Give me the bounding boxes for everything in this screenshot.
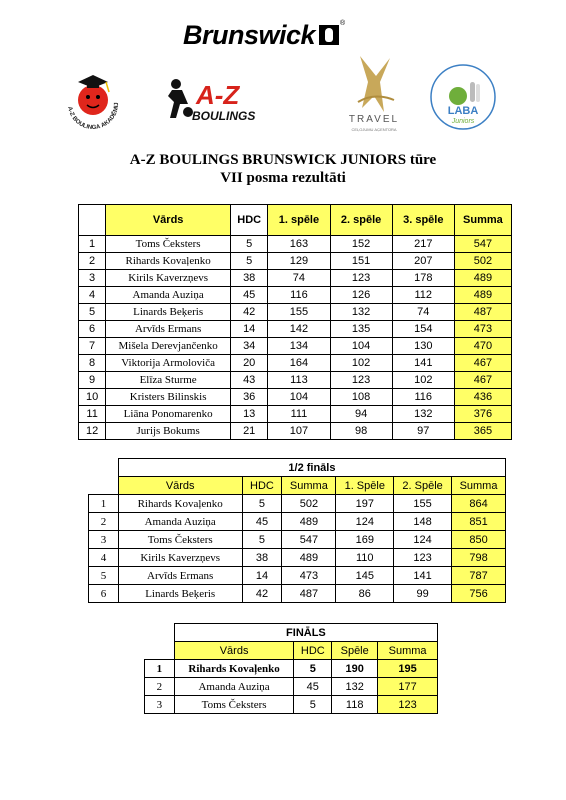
game1-cell: 129 (268, 253, 330, 270)
game2-cell: 123 (330, 372, 392, 389)
total-cell: 787 (452, 567, 506, 585)
total-cell: 489 (454, 287, 511, 304)
name-cell: Liāna Ponomarenko (106, 406, 231, 423)
total-cell: 177 (378, 678, 438, 696)
table-row (79, 406, 512, 423)
total-cell: 502 (454, 253, 511, 270)
hdc-cell: 20 (231, 355, 268, 372)
place-cell: 8 (79, 355, 106, 372)
semifinal-title-row (89, 459, 506, 477)
total-cell: 851 (452, 513, 506, 531)
header-total: Summa (452, 477, 506, 495)
name-cell: Toms Čeksters (118, 531, 242, 549)
hdc-cell: 34 (231, 338, 268, 355)
game3-cell: 178 (392, 270, 454, 287)
table-row (79, 236, 512, 253)
name-cell: Linards Beķeris (106, 304, 231, 321)
name-cell: Amanda Auziņa (118, 513, 242, 531)
game2-cell: 126 (330, 287, 392, 304)
empty-corner (145, 624, 175, 642)
name-cell: Linards Beķeris (118, 585, 242, 603)
game-cell: 118 (332, 696, 378, 714)
hdc-cell: 38 (231, 270, 268, 287)
brunswick-logo (183, 20, 345, 50)
game3-cell: 217 (392, 236, 454, 253)
header-total: Summa (454, 205, 511, 236)
table-row (89, 513, 506, 531)
game2-cell: 141 (394, 567, 452, 585)
table-row (89, 549, 506, 567)
travel-label: TRAVEL (348, 114, 400, 125)
total-cell: 376 (454, 406, 511, 423)
table-row (89, 567, 506, 585)
name-cell: Amanda Auziņa (106, 287, 231, 304)
total-cell: 123 (378, 696, 438, 714)
header-hdc: HDC (294, 642, 332, 660)
place-cell: 12 (79, 423, 106, 440)
hdc-cell: 45 (242, 513, 282, 531)
game1-cell: 134 (268, 338, 330, 355)
az-boulings-logo (162, 74, 258, 124)
game2-cell: 98 (330, 423, 392, 440)
game-cell: 190 (332, 660, 378, 678)
header-game3: 3. spēle (392, 205, 454, 236)
place-cell: 3 (89, 531, 119, 549)
total-cell: 470 (454, 338, 511, 355)
hdc-cell: 5 (294, 696, 332, 714)
empty-corner (89, 477, 119, 495)
game2-cell: 108 (330, 389, 392, 406)
academy-label: A-Z BOULINGA AKADĒMIJ (66, 102, 121, 132)
place-cell: 9 (79, 372, 106, 389)
place-cell: 1 (79, 236, 106, 253)
total-cell: 798 (452, 549, 506, 567)
total-cell: 756 (452, 585, 506, 603)
name-cell: Rihards Kovaļenko (106, 253, 231, 270)
table-row (89, 495, 506, 513)
total-cell: 489 (454, 270, 511, 287)
game1-cell: 124 (336, 513, 394, 531)
game1-cell: 86 (336, 585, 394, 603)
semifinal-title: 1/2 fināls (118, 459, 505, 477)
game1-cell: 155 (268, 304, 330, 321)
header-place (79, 205, 106, 236)
prev-total-cell: 487 (282, 585, 336, 603)
prev-total-cell: 502 (282, 495, 336, 513)
game1-cell: 169 (336, 531, 394, 549)
az-sub-label: BOULINGS (192, 109, 256, 123)
prev-total-cell: 547 (282, 531, 336, 549)
header-name: Vārds (174, 642, 294, 660)
game2-cell: 99 (394, 585, 452, 603)
place-cell: 2 (145, 678, 175, 696)
game1-cell: 110 (336, 549, 394, 567)
header-game1: 1. spēle (268, 205, 330, 236)
place-cell: 3 (79, 270, 106, 287)
game1-cell: 116 (268, 287, 330, 304)
total-cell: 467 (454, 372, 511, 389)
place-cell: 6 (79, 321, 106, 338)
total-cell: 864 (452, 495, 506, 513)
total-cell: 850 (452, 531, 506, 549)
table-row (79, 321, 512, 338)
header-game1: 1. Spēle (336, 477, 394, 495)
game3-cell: 116 (392, 389, 454, 406)
table-row (145, 696, 438, 714)
hdc-cell: 38 (242, 549, 282, 567)
table-row (79, 270, 512, 287)
game3-cell: 154 (392, 321, 454, 338)
table-row (79, 338, 512, 355)
final-title-row (145, 624, 438, 642)
hdc-cell: 36 (231, 389, 268, 406)
game2-cell: 102 (330, 355, 392, 372)
hdc-cell: 45 (231, 287, 268, 304)
total-cell: 547 (454, 236, 511, 253)
game2-cell: 155 (394, 495, 452, 513)
laba-sub-label: Juniors (451, 118, 475, 125)
place-cell: 11 (79, 406, 106, 423)
name-cell: Jurijs Bokums (106, 423, 231, 440)
game1-cell: 111 (268, 406, 330, 423)
header-hdc: HDC (242, 477, 282, 495)
table-row (79, 287, 512, 304)
stage-results-table (78, 204, 512, 440)
hdc-cell: 5 (231, 236, 268, 253)
game2-cell: 148 (394, 513, 452, 531)
game1-cell: 142 (268, 321, 330, 338)
hdc-cell: 13 (231, 406, 268, 423)
game3-cell: 102 (392, 372, 454, 389)
game1-cell: 74 (268, 270, 330, 287)
total-cell: 365 (454, 423, 511, 440)
table-header-row (79, 205, 512, 236)
prev-total-cell: 489 (282, 549, 336, 567)
game2-cell: 104 (330, 338, 392, 355)
game2-cell: 135 (330, 321, 392, 338)
laba-label: LABA (447, 105, 479, 117)
place-cell: 6 (89, 585, 119, 603)
table-row (89, 531, 506, 549)
place-cell: 7 (79, 338, 106, 355)
header-name: Vārds (118, 477, 242, 495)
game2-cell: 152 (330, 236, 392, 253)
total-cell: 487 (454, 304, 511, 321)
table-row (145, 660, 438, 678)
game3-cell: 132 (392, 406, 454, 423)
place-cell: 10 (79, 389, 106, 406)
name-cell: Viktorija Armoloviča (106, 355, 231, 372)
game3-cell: 207 (392, 253, 454, 270)
place-cell: 2 (89, 513, 119, 531)
table-row (79, 304, 512, 321)
name-cell: Kirils Kaverzņevs (118, 549, 242, 567)
hdc-cell: 45 (294, 678, 332, 696)
table-row (79, 372, 512, 389)
total-cell: 195 (378, 660, 438, 678)
table-header-row (145, 642, 438, 660)
travel-agency-logo (338, 52, 410, 134)
az-letters: A-Z (196, 80, 240, 110)
table-row (79, 355, 512, 372)
game1-cell: 113 (268, 372, 330, 389)
hdc-cell: 42 (231, 304, 268, 321)
game1-cell: 107 (268, 423, 330, 440)
semifinal-table (88, 458, 506, 603)
table-row (79, 389, 512, 406)
name-cell: Toms Čeksters (106, 236, 231, 253)
hdc-cell: 5 (242, 495, 282, 513)
name-cell: Rihards Kovaļenko (174, 660, 294, 678)
prev-total-cell: 473 (282, 567, 336, 585)
game3-cell: 74 (392, 304, 454, 321)
game3-cell: 97 (392, 423, 454, 440)
game3-cell: 141 (392, 355, 454, 372)
name-cell: Toms Čeksters (174, 696, 294, 714)
game2-cell: 123 (330, 270, 392, 287)
game3-cell: 112 (392, 287, 454, 304)
bowling-pin-icon (319, 25, 339, 45)
prev-total-cell: 489 (282, 513, 336, 531)
header-game2: 2. spēle (330, 205, 392, 236)
game2-cell: 94 (330, 406, 392, 423)
header-name: Vārds (106, 205, 231, 236)
game1-cell: 197 (336, 495, 394, 513)
game1-cell: 104 (268, 389, 330, 406)
travel-sub-label: CEĻOJUMU AĢENTŪRA (351, 127, 397, 132)
table-header-row (89, 477, 506, 495)
hdc-cell: 5 (242, 531, 282, 549)
table-row (145, 678, 438, 696)
name-cell: Kristers Bilinskis (106, 389, 231, 406)
game2-cell: 151 (330, 253, 392, 270)
place-cell: 5 (79, 304, 106, 321)
hdc-cell: 5 (231, 253, 268, 270)
header-game2: 2. Spēle (394, 477, 452, 495)
hdc-cell: 5 (294, 660, 332, 678)
game1-cell: 164 (268, 355, 330, 372)
game2-cell: 132 (330, 304, 392, 321)
registered-mark: ® (340, 20, 346, 27)
header-total: Summa (378, 642, 438, 660)
name-cell: Amanda Auziņa (174, 678, 294, 696)
name-cell: Arvīds Ermans (118, 567, 242, 585)
table-row (79, 253, 512, 270)
laba-juniors-logo (428, 62, 498, 132)
name-cell: Elīza Sturme (106, 372, 231, 389)
place-cell: 2 (79, 253, 106, 270)
name-cell: Rihards Kovaļenko (118, 495, 242, 513)
table-row (89, 585, 506, 603)
game1-cell: 163 (268, 236, 330, 253)
place-cell: 4 (89, 549, 119, 567)
hdc-cell: 42 (242, 585, 282, 603)
total-cell: 467 (454, 355, 511, 372)
hdc-cell: 14 (242, 567, 282, 585)
hdc-cell: 43 (231, 372, 268, 389)
place-cell: 1 (89, 495, 119, 513)
place-cell: 5 (89, 567, 119, 585)
empty-corner (145, 642, 175, 660)
name-cell: Arvīds Ermans (106, 321, 231, 338)
academy-logo (58, 66, 128, 136)
header-game: Spēle (332, 642, 378, 660)
header-prev-total: Summa (282, 477, 336, 495)
final-title: FINĀLS (174, 624, 437, 642)
brand-name: Brunswick (183, 19, 316, 50)
page-title: A-Z BOULINGS BRUNSWICK JUNIORS tūre (129, 152, 437, 168)
place-cell: 3 (145, 696, 175, 714)
name-cell: Mišela Derevjančenko (106, 338, 231, 355)
game1-cell: 145 (336, 567, 394, 585)
game2-cell: 124 (394, 531, 452, 549)
total-cell: 473 (454, 321, 511, 338)
name-cell: Kirils Kaverzņevs (106, 270, 231, 287)
place-cell: 4 (79, 287, 106, 304)
header-hdc: HDC (231, 205, 268, 236)
page-subtitle: VII posma rezultāti (220, 170, 346, 186)
place-cell: 1 (145, 660, 175, 678)
empty-corner (89, 459, 119, 477)
game2-cell: 123 (394, 549, 452, 567)
total-cell: 436 (454, 389, 511, 406)
table-row (79, 423, 512, 440)
hdc-cell: 14 (231, 321, 268, 338)
final-table (144, 623, 438, 714)
game-cell: 132 (332, 678, 378, 696)
hdc-cell: 21 (231, 423, 268, 440)
game3-cell: 130 (392, 338, 454, 355)
